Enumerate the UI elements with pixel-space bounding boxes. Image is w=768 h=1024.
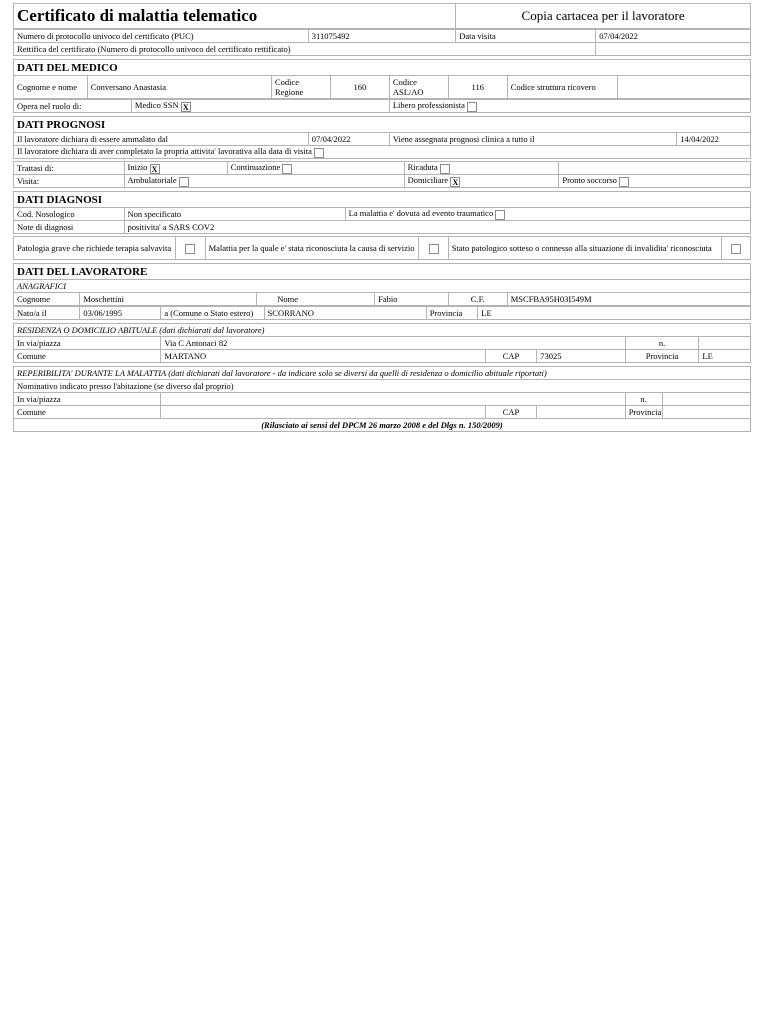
provincia-label: Provincia bbox=[426, 307, 478, 320]
patologia-label: Patologia grave che richiede terapia salvavita bbox=[14, 237, 176, 260]
ricaduta-checkbox[interactable] bbox=[440, 164, 450, 174]
traumatico-option bbox=[345, 208, 750, 221]
rep-cap-value bbox=[537, 406, 625, 419]
cf-value: MSCFBA95H03I549M bbox=[507, 293, 750, 306]
domiciliare-label: Domiciliare bbox=[407, 175, 449, 186]
lavoratore-section bbox=[13, 263, 751, 306]
causa-checkbox[interactable] bbox=[429, 244, 439, 254]
continuazione-checkbox[interactable] bbox=[282, 164, 292, 174]
nato-value: 03/06/1995 bbox=[80, 307, 161, 320]
invalidita-checkbox[interactable] bbox=[731, 244, 741, 254]
ambulatoriale-checkbox[interactable] bbox=[179, 177, 189, 187]
comune-nascita-label: a (Comune o Stato estero) bbox=[161, 307, 264, 320]
causa-label: Malattia per la quale e' stata riconosciuta la causa di servizio bbox=[205, 237, 419, 260]
inizio-checkbox[interactable]: X bbox=[150, 164, 160, 174]
trattasi-label: Trattasi di: bbox=[14, 162, 125, 175]
rep-provincia-label: Provincia bbox=[625, 406, 662, 419]
medico-section bbox=[13, 59, 751, 99]
asl-label: Codice ASL/AO bbox=[389, 76, 448, 99]
continuazione-label: Continuazione bbox=[230, 162, 281, 173]
inizio-label: Inizio bbox=[127, 162, 148, 173]
rep-provincia-value bbox=[662, 406, 750, 419]
copy-label: Copia cartacea per il lavoratore bbox=[456, 4, 751, 29]
regione-label: Codice Regione bbox=[271, 76, 330, 99]
libero-label: Libero professionista bbox=[392, 100, 465, 111]
regione-value: 160 bbox=[330, 76, 389, 99]
page-title: Certificato di malattia telematico bbox=[14, 4, 456, 29]
comune-label: Comune bbox=[14, 350, 161, 363]
rep-numero-label: n. bbox=[625, 393, 662, 406]
domiciliare-option bbox=[404, 175, 559, 188]
rettifica-value bbox=[596, 43, 751, 56]
numero-value bbox=[699, 337, 751, 350]
nato-label: Nato/a il bbox=[14, 307, 80, 320]
via-value: Via C Antonaci 82 bbox=[161, 337, 625, 350]
nominativo-label: Nominativo indicato presso l'abitazione (se diverso dal proprio) bbox=[14, 380, 751, 393]
nome-value: Fabio bbox=[375, 293, 449, 306]
ruolo-label: Opera nel ruolo di: bbox=[14, 100, 132, 113]
rep-comune-label: Comune bbox=[14, 406, 161, 419]
medico-ruolo-table bbox=[13, 99, 751, 113]
residenza-label: RESIDENZA O DOMICILIO ABITUALE (dati dichiarati dal lavoratore) bbox=[14, 324, 751, 337]
diagnosi-section bbox=[13, 191, 751, 234]
via-label: In via/piazza bbox=[14, 337, 161, 350]
libero-option bbox=[389, 100, 750, 113]
ricaduta-label: Ricaduta bbox=[407, 162, 438, 173]
puc-label: Numero di protocollo univoco del certificato (PUC) bbox=[14, 30, 309, 43]
rep-via-label: In via/piazza bbox=[14, 393, 161, 406]
res-provincia-label: Provincia bbox=[625, 350, 699, 363]
asl-value: 116 bbox=[448, 76, 507, 99]
struttura-value bbox=[618, 76, 751, 99]
trattasi-empty bbox=[559, 162, 751, 175]
domiciliare-checkbox[interactable]: X bbox=[450, 177, 460, 187]
lavoratore-section-title: DATI DEL LAVORATORE bbox=[14, 264, 751, 280]
visita-label: Visita: bbox=[14, 175, 125, 188]
ricaduta-option bbox=[404, 162, 559, 175]
invalidita-label: Stato patologico sotteso o connesso alla situazione di invalidita' riconosciuta bbox=[448, 237, 721, 260]
libero-checkbox[interactable] bbox=[467, 102, 477, 112]
rep-via-value bbox=[161, 393, 625, 406]
ammalato-label: Il lavoratore dichiara di essere ammalato dal bbox=[14, 133, 309, 146]
rettifica-label: Rettifica del certificato (Numero di protocollo univoco del certificato rettificato) bbox=[14, 43, 596, 56]
cognome-value: Moschettini bbox=[80, 293, 257, 306]
continuazione-option bbox=[227, 162, 404, 175]
numero-label: n. bbox=[625, 337, 699, 350]
ambulatoriale-option bbox=[124, 175, 404, 188]
diagnosi-flags-table bbox=[13, 236, 751, 260]
reperibilita-label: REPERIBILITA' DURANTE LA MALATTIA (dati dichiarati dal lavoratore - da indicare solo se diversi da quelli di residenza o domicilio abituale riportati) bbox=[14, 367, 751, 380]
causa-cell bbox=[419, 237, 448, 260]
cap-label: CAP bbox=[485, 350, 537, 363]
diagnosi-section-title: DATI DIAGNOSI bbox=[14, 192, 751, 208]
footer-note: (Rilasciato ai sensi del DPCM 26 marzo 2008 e del Dlgs n. 150/2009) bbox=[14, 419, 751, 432]
traumatico-label: La malattia e' dovuta ad evento traumatico bbox=[348, 208, 494, 219]
rep-cap-label: CAP bbox=[485, 406, 537, 419]
visit-date-label: Data visita bbox=[456, 30, 596, 43]
residenza-section bbox=[13, 323, 751, 363]
prognosi-value: 14/04/2022 bbox=[677, 133, 751, 146]
patologia-cell bbox=[176, 237, 205, 260]
note-value: positivita' a SARS COV2 bbox=[124, 221, 750, 234]
patologia-checkbox[interactable] bbox=[185, 244, 195, 254]
struttura-label: Codice struttura ricovero bbox=[507, 76, 618, 99]
res-provincia-value: LE bbox=[699, 350, 751, 363]
prognosi-section bbox=[13, 116, 751, 159]
certificate-document bbox=[13, 3, 751, 432]
medico-name-value: Conversano Anastasia bbox=[87, 76, 271, 99]
pronto-checkbox[interactable] bbox=[619, 177, 629, 187]
ssn-option bbox=[131, 100, 389, 113]
prognosi-section-title: DATI PROGNOSI bbox=[14, 117, 751, 133]
comune-value: MARTANO bbox=[161, 350, 485, 363]
nascita-table bbox=[13, 306, 751, 320]
traumatico-checkbox[interactable] bbox=[495, 210, 505, 220]
inizio-option bbox=[124, 162, 227, 175]
invalidita-cell bbox=[721, 237, 751, 260]
rep-numero-value bbox=[662, 393, 750, 406]
note-label: Note di diagnosi bbox=[14, 221, 125, 234]
completato-label: Il lavoratore dichiara di aver completato la propria attivita' lavorativa alla data di visita bbox=[17, 146, 312, 157]
header-table bbox=[13, 3, 751, 29]
nome-cell bbox=[257, 293, 375, 306]
provincia-value: LE bbox=[478, 307, 751, 320]
visit-date-value: 07/04/2022 bbox=[596, 30, 751, 43]
ssn-label: Medico SSN bbox=[134, 100, 179, 111]
nome-label: Nome bbox=[277, 294, 298, 304]
cap-value: 73025 bbox=[537, 350, 625, 363]
trattasi-table bbox=[13, 161, 751, 188]
cf-label: C.F. bbox=[448, 293, 507, 306]
nosologico-label: Cod. Nosologico bbox=[14, 208, 125, 221]
comune-nascita-value: SCORRANO bbox=[264, 307, 426, 320]
prognosi-label: Viene assegnata prognosi clinica a tutto il bbox=[389, 133, 676, 146]
header-puc-table bbox=[13, 29, 751, 56]
ammalato-value: 07/04/2022 bbox=[308, 133, 389, 146]
anagrafici-label: ANAGRAFICI bbox=[14, 280, 751, 293]
medico-name-label: Cognome e nome bbox=[14, 76, 88, 99]
pronto-option bbox=[559, 175, 751, 188]
completato-row bbox=[14, 146, 751, 159]
puc-value: 311075492 bbox=[308, 30, 455, 43]
rep-comune-value bbox=[161, 406, 485, 419]
medico-section-title: DATI DEL MEDICO bbox=[14, 60, 751, 76]
reperibilita-section bbox=[13, 366, 751, 432]
cognome-label: Cognome bbox=[14, 293, 80, 306]
completato-checkbox[interactable] bbox=[314, 148, 324, 158]
nosologico-value: Non specificato bbox=[124, 208, 345, 221]
ssn-checkbox[interactable]: X bbox=[181, 102, 191, 112]
pronto-label: Pronto soccorso bbox=[562, 175, 617, 186]
ambulatoriale-label: Ambulatoriale bbox=[127, 175, 177, 186]
